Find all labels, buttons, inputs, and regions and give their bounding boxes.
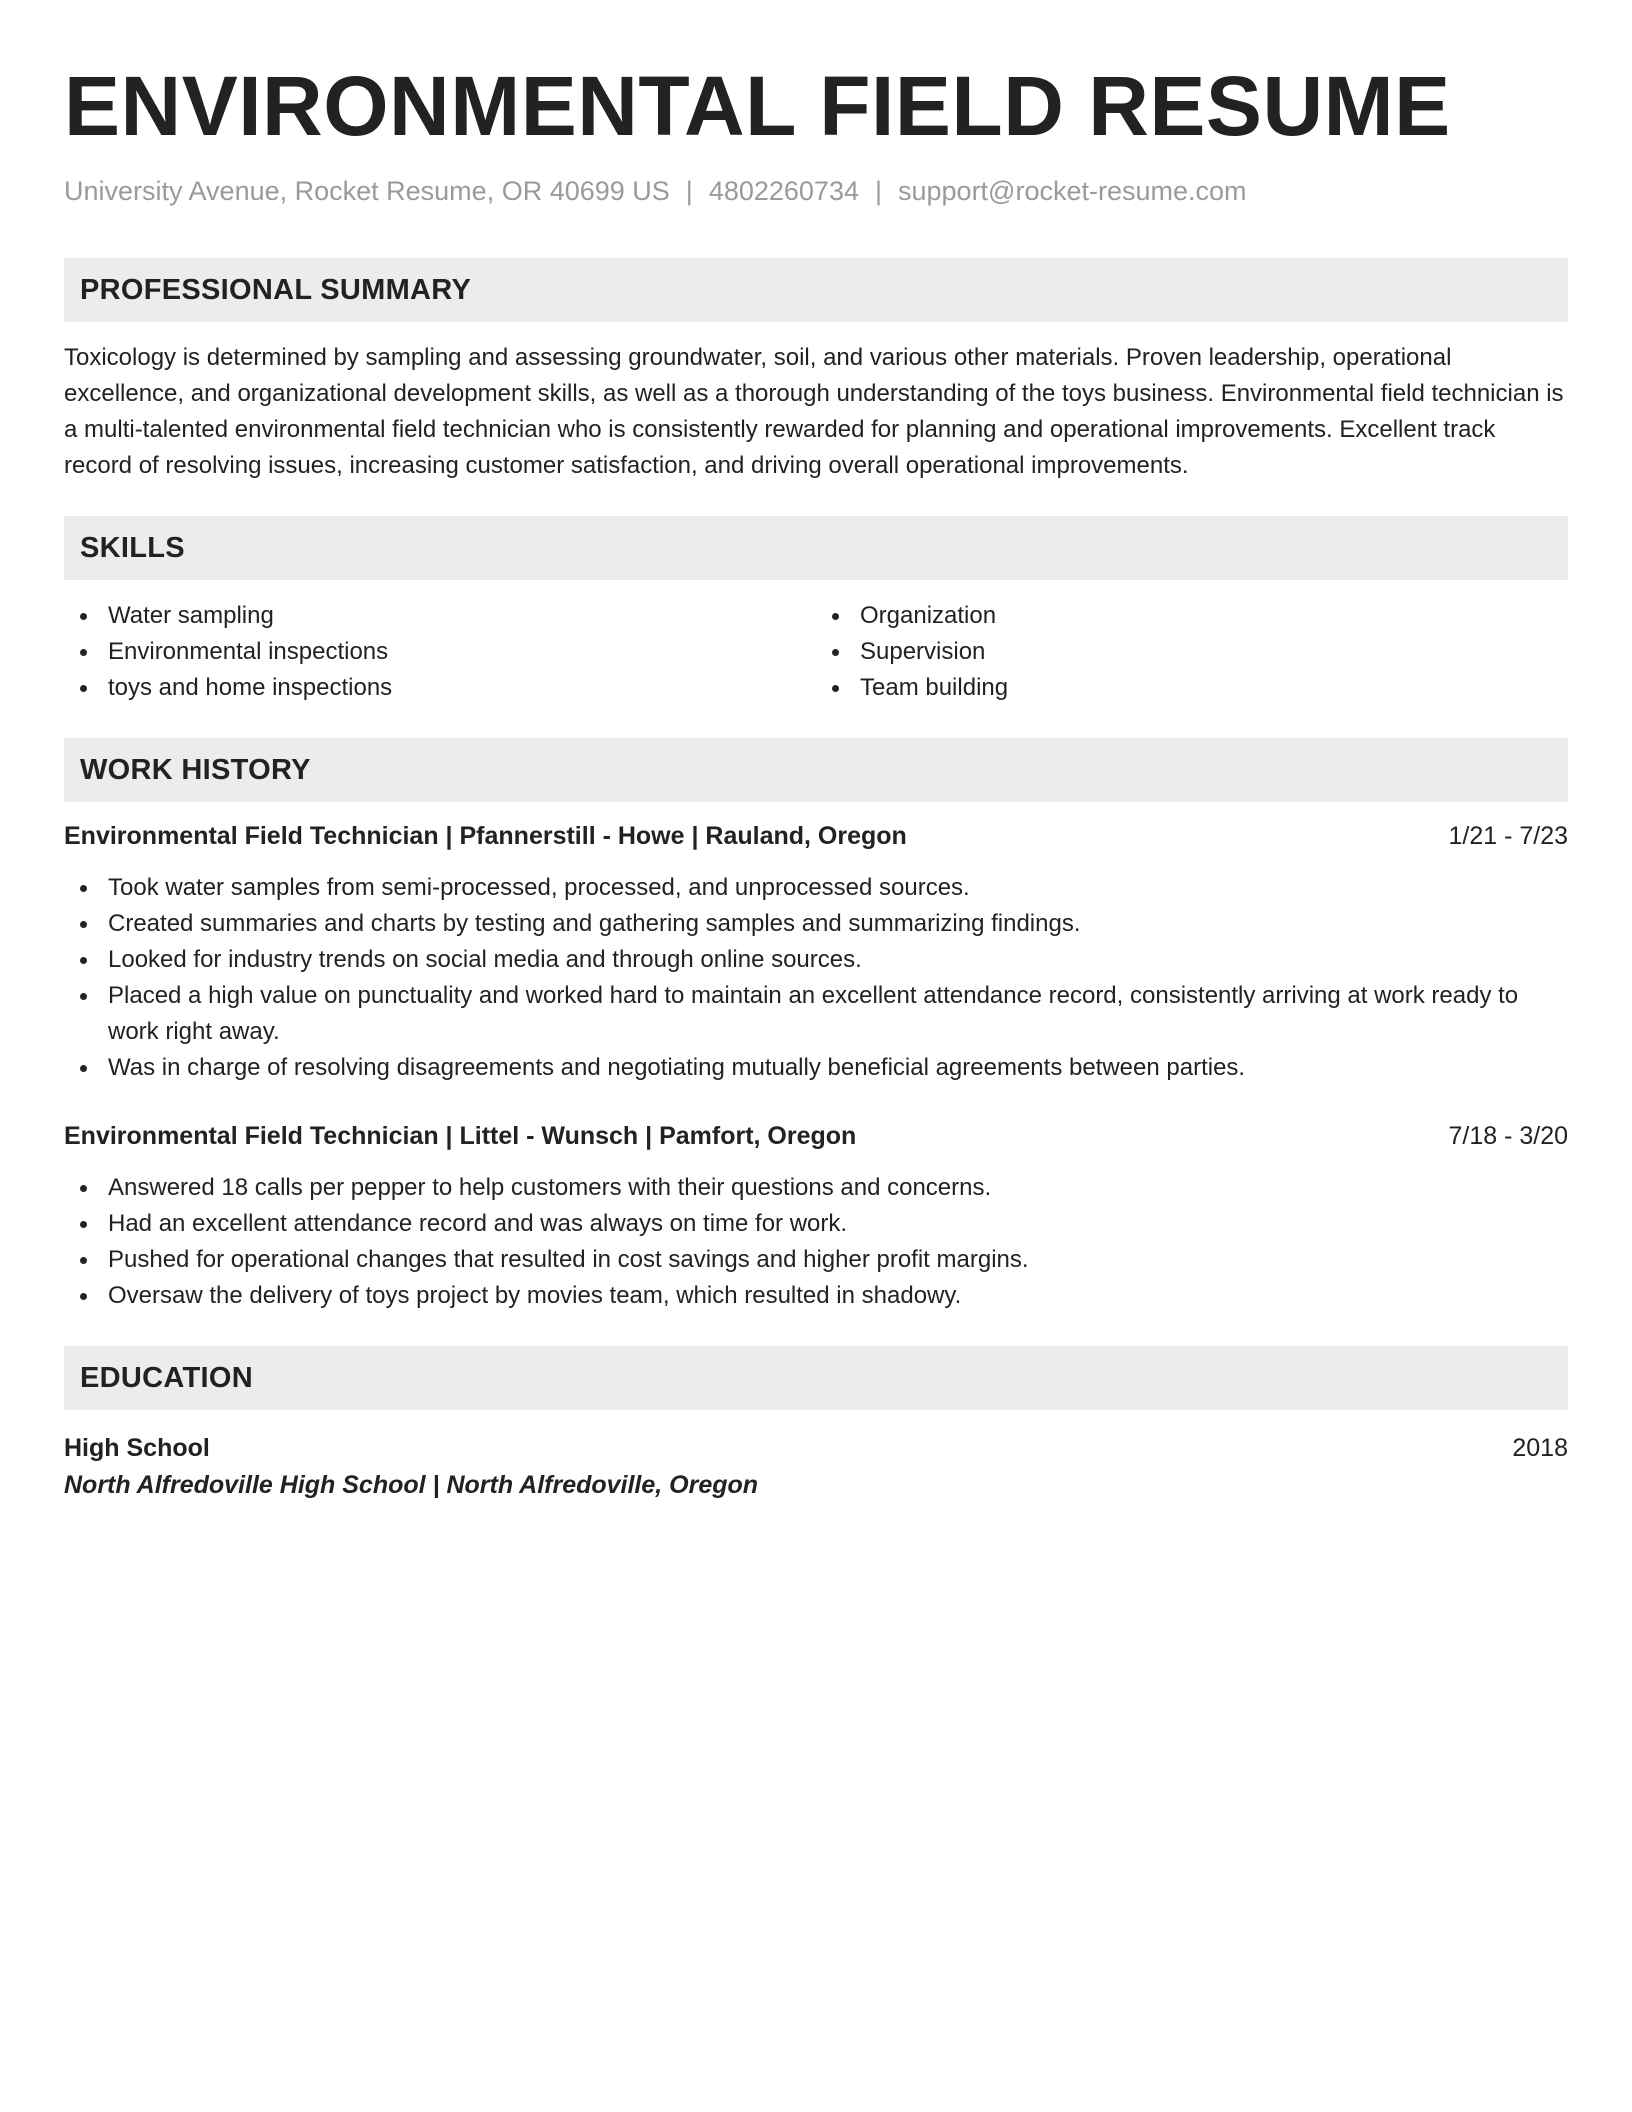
bullet-dot (832, 649, 839, 656)
job-date: 1/21 - 7/23 (1448, 822, 1568, 850)
skills-column-left (64, 598, 816, 706)
bullet-dot (832, 685, 839, 692)
skill-label: Environmental inspections (108, 638, 389, 665)
bullet-dot (80, 1293, 87, 1300)
contact-separator: | (685, 176, 693, 206)
bullet-dot (80, 957, 87, 964)
skills-column-right (816, 598, 1568, 706)
skills-grid (64, 598, 1568, 706)
education-year: 2018 (1512, 1434, 1568, 1462)
job-bullet (64, 1050, 1568, 1086)
education-header (64, 1430, 1568, 1466)
section-header-work: WORK HISTORY (64, 738, 1568, 802)
job-bullet-text: Was in charge of resolving disagreements and negotiating mutually beneficial agreements between parties. (108, 1054, 1246, 1081)
job-bullet (64, 870, 1568, 906)
job-bullet-text: Had an excellent attendance record and was always on time for work. (108, 1210, 848, 1237)
job-bullet-text: Answered 18 calls per pepper to help customers with their questions and concerns. (108, 1174, 992, 1201)
job-bullet (64, 1278, 1568, 1314)
skill-label: Organization (860, 602, 997, 629)
skill-item (64, 634, 816, 670)
job-bullet (64, 1242, 1568, 1278)
job-bullet (64, 1170, 1568, 1206)
skill-label: Supervision (860, 638, 986, 665)
bullet-dot (80, 1257, 87, 1264)
job-bullet-text: Created summaries and charts by testing and gathering samples and summarizing findings. (108, 910, 1081, 937)
resume-name: ENVIRONMENTAL FIELD RESUME (64, 59, 1451, 153)
education-school: North Alfredoville High School | North Alfredoville, Oregon (64, 1471, 759, 1499)
job-header (64, 818, 1568, 854)
skill-label: toys and home inspections (108, 674, 393, 701)
skill-item (64, 598, 816, 634)
section-header-education: EDUCATION (64, 1346, 1568, 1410)
education-section (64, 1346, 1568, 1504)
contact-phone: 4802260734 (708, 176, 859, 206)
job-entry (64, 1118, 1568, 1314)
bullet-dot (80, 993, 87, 1000)
skill-item (816, 598, 1568, 634)
skills-section (64, 516, 1568, 706)
bullet-dot (832, 613, 839, 620)
job-bullet-text: Looked for industry trends on social media and through online sources. (108, 946, 862, 973)
summary-text: Toxicology is determined by sampling and assessing groundwater, soil, and various other materials. Proven leadership, operational excellence, and organizational development skills, as well as a thorough understanding of the toys business. Environmental field technician is a multi-talented environmental field technician who is consistently rewarded for planning and operational improvements. Excellent track record of resolving issues, increasing customer satisfaction, and driving overall operational improvements. (64, 344, 1564, 479)
bullet-dot (80, 1185, 87, 1192)
job-entry (64, 818, 1568, 1086)
skill-label: Team building (860, 674, 1009, 701)
job-date: 7/18 - 3/20 (1448, 1122, 1568, 1150)
bullet-dot (80, 613, 87, 620)
job-bullet (64, 978, 1568, 1050)
skill-item (816, 634, 1568, 670)
bullet-dot (80, 885, 87, 892)
section-header-summary: PROFESSIONAL SUMMARY (64, 258, 1568, 322)
job-title: Environmental Field Technician | Littel - Wunsch | Pamfort, Oregon (64, 1122, 857, 1150)
bullet-dot (80, 1221, 87, 1228)
job-bullet (64, 906, 1568, 942)
bullet-dot (80, 649, 87, 656)
section-header-skills: SKILLS (64, 516, 1568, 580)
job-header (64, 1118, 1568, 1154)
skill-label: Water sampling (108, 602, 274, 629)
job-title: Environmental Field Technician | Pfannerstill - Howe | Rauland, Oregon (64, 822, 907, 850)
contact-address: University Avenue, Rocket Resume, OR 40699 US (64, 176, 670, 206)
job-bullets (64, 1170, 1568, 1314)
work-section (64, 738, 1568, 1314)
education-degree: High School (64, 1434, 210, 1462)
contact-separator: | (874, 176, 882, 206)
job-bullets (64, 870, 1568, 1086)
bullet-dot (80, 685, 87, 692)
job-bullet (64, 1206, 1568, 1242)
skill-item (64, 670, 816, 706)
job-bullet-text: Placed a high value on punctuality and worked hard to maintain an excellent attendance record, consistently arriving at work ready to work right away. (108, 982, 1519, 1045)
job-bullet (64, 942, 1568, 978)
bullet-dot (80, 921, 87, 928)
job-bullet-text: Took water samples from semi-processed, processed, and unprocessed sources. (108, 874, 970, 901)
skill-item (816, 670, 1568, 706)
contact-email: support@rocket-resume.com (898, 176, 1247, 206)
summary-section (64, 258, 1568, 484)
contact-line (64, 174, 1568, 208)
job-bullet-text: Pushed for operational changes that resulted in cost savings and higher profit margins. (108, 1246, 1029, 1273)
bullet-dot (80, 1065, 87, 1072)
job-bullet-text: Oversaw the delivery of toys project by movies team, which resulted in shadowy. (108, 1282, 962, 1309)
